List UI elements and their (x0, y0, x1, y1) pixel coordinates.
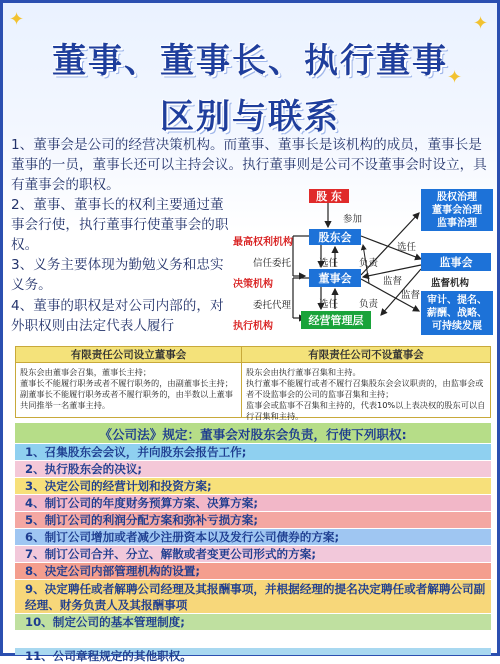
board-box: 董事会 (309, 269, 361, 287)
label-trust-entrust: 信任委托 (253, 258, 292, 269)
table-head-without-board: 有限责任公司不设董事会 (242, 347, 490, 363)
table-line: 副董事长不能履行职务或者不履行职务的，由半数以上董事 (20, 389, 233, 399)
star-decoration-icon: ✦ (447, 67, 463, 88)
board-powers-list (15, 423, 491, 663)
star-decoration-icon: ✦ (9, 9, 25, 30)
paragraph-2: 2、董事、董事长的权利主要通过董事会行使，执行董事行使董事会的职权。 (11, 197, 229, 253)
table-line: 股东会由执行董事召集和主持。 (246, 367, 361, 377)
list-item: 3、决定公司的经营计划和投资方案; (15, 478, 491, 494)
list-item: 8、决定公司内部管理机构的设置; (15, 563, 491, 579)
list-heading: 《公司法》规定：董事会对股东会负责，行使下列职权: (15, 423, 491, 443)
governance-box: 股权治理 董事会治理 监事治理 (421, 189, 493, 231)
list-item: 4、制订公司的年度财务预算方案、决算方案; (15, 495, 491, 511)
label-supervise-2: 监督 (401, 290, 421, 301)
table-head-with-board: 有限责任公司设立董事会 (16, 347, 241, 363)
label-executive-body: 执行机构 (233, 321, 273, 332)
list-item: 11、公司章程规定的其他职权。 (15, 648, 491, 655)
list-item: 2、执行股东会的决议; (15, 461, 491, 477)
table-line: 行召集和主持。 (246, 411, 304, 421)
label-elect-supervisors: 选任 (397, 242, 417, 253)
list-item: 1、召集股东会会议，并向股东会报告工作; (15, 444, 491, 460)
star-decoration-icon: ✦ (473, 13, 489, 34)
paragraph-1: 1、董事会是公司的经营决策机构。而董事、董事长是该机构的成员，董事长是董事的一员，董事长还可以主持会议。执行董事则是公司不设董事会时设立，具有董事会的职权。 (11, 137, 487, 193)
table-line: 股东会由董事会召集，董事长主持； (20, 367, 152, 377)
table-cell-without-board (242, 364, 490, 425)
table-line: 董事长不能履行职务或者不履行职务的，由副董事长主持； (20, 378, 233, 388)
list-item: 5、制订公司的利润分配方案和弥补亏损方案; (15, 512, 491, 528)
list-item: 10、制定公司的基本管理制度; (15, 614, 491, 630)
label-highest-authority: 最高权利机构 (233, 237, 293, 248)
page-subtitle: 区别与联系 (160, 97, 340, 137)
label-supervise-1: 监督 (383, 276, 403, 287)
committees-box: 审计、提名、 薪酬、战略、 可持续发展 (421, 291, 493, 335)
label-decision-body: 决策机构 (233, 279, 273, 290)
table-line: 监事会或监事不召集和主持的，代表10%以上表决权的股东可以自 (246, 400, 486, 410)
management-box: 经营管理层 (301, 311, 371, 329)
label-responsible-2: 负责 (359, 299, 379, 310)
governance-diagram (231, 187, 497, 337)
comparison-table (15, 346, 491, 421)
label-responsible-1: 负责 (359, 258, 379, 269)
table-cell-with-board (16, 364, 241, 414)
label-delegate: 委托代理 (253, 300, 292, 311)
list-item: 9、决定聘任或者解聘公司经理及其报酬事项，并根据经理的提名决定聘任或者解聘公司副经理、财务负责人及其报酬事项 (15, 580, 491, 613)
paragraph-3: 3、义务主要体现为勤勉义务和忠实义务。 (11, 257, 224, 293)
list-item: 6、制订公司增加或者减少注册资本以及发行公司债券的方案; (15, 529, 491, 545)
paragraph-4: 4、董事的职权是对公司内部的，对外职权则由法定代表人履行 (11, 298, 224, 334)
table-line: 执行董事不能履行或者不履行召集股东会会议职责的，由监事会或 (246, 378, 484, 388)
shareholders-box: 股 东 (309, 189, 349, 203)
label-elect-2: 选任 (319, 299, 339, 310)
table-line: 者不设监事会的公司的监事召集和主持； (246, 389, 394, 399)
table-line: 共同推举一名董事主持。 (20, 400, 111, 410)
page-title: 董事、董事长、执行董事 (52, 41, 448, 81)
participate-label: 参加 (343, 214, 363, 225)
supervisors-box: 监事会 (421, 253, 491, 271)
gm-meeting-box: 股东会 (309, 229, 361, 245)
list-item: 7、制订公司合并、分立、解散或者变更公司形式的方案; (15, 546, 491, 562)
label-supervisory-body: 监督机构 (431, 278, 470, 289)
label-elect-1: 选任 (319, 258, 339, 269)
